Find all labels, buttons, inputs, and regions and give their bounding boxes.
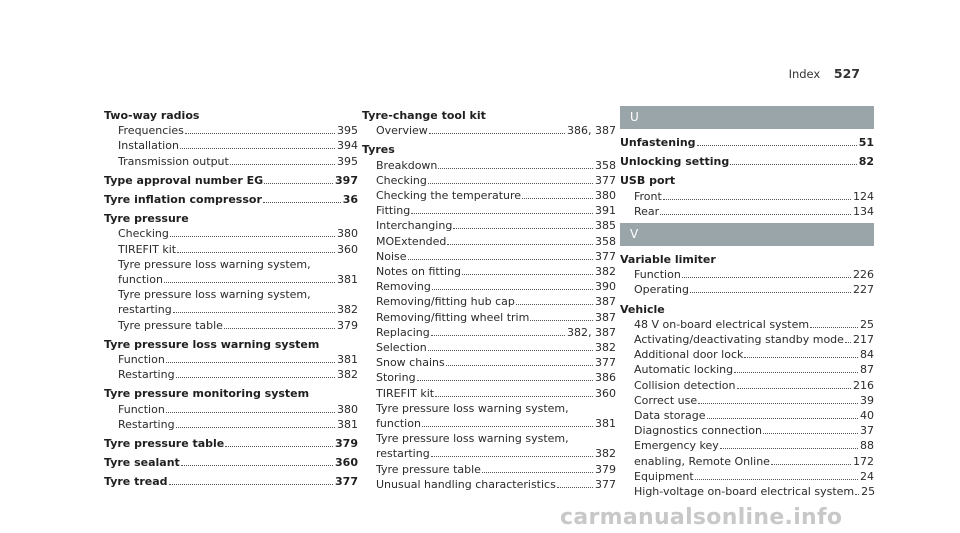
dot-leader (771, 464, 851, 465)
page-ref: 84 (860, 348, 874, 362)
index-heading (104, 455, 358, 470)
entry-text: Type approval number EG (104, 173, 264, 187)
index-heading: Tyre pressure (104, 212, 189, 226)
dot-leader (516, 304, 593, 305)
page-ref: 172 (853, 454, 874, 468)
dot-leader (744, 357, 858, 358)
dot-leader (447, 244, 593, 245)
dot-leader (164, 282, 335, 283)
index-subentry (104, 272, 358, 287)
index-subentry (620, 362, 874, 377)
dot-leader (263, 202, 341, 203)
index-subentry (104, 154, 358, 169)
index-subentry (362, 446, 616, 461)
index-subentry (362, 123, 616, 138)
entry-text: Activating/deactivating standby mode (634, 333, 844, 347)
entry-text: enabling, Remote Online (634, 454, 770, 468)
index-subentry (362, 462, 616, 477)
page-ref: 379 (337, 318, 358, 332)
dot-leader (432, 289, 593, 290)
page-ref: 381 (337, 273, 358, 287)
dot-leader (453, 228, 593, 229)
index-subentry (362, 340, 616, 355)
entry-text: Removing/fitting wheel trim (376, 310, 530, 324)
dot-leader (180, 148, 335, 149)
page-ref: 385 (595, 219, 616, 233)
page-ref: 358 (595, 234, 616, 248)
dot-leader (422, 426, 593, 427)
page-ref: 37 (860, 424, 874, 438)
page-ref: 227 (853, 283, 874, 297)
entry-text: Rear (634, 204, 660, 218)
entry-text: Emergency key (634, 439, 719, 453)
dot-leader (411, 213, 593, 214)
entry-text: restarting (376, 447, 430, 461)
page-ref: 382 (337, 303, 358, 317)
section-letter: V (620, 223, 874, 246)
entry-text: Fitting (376, 204, 411, 218)
dot-leader (428, 183, 593, 184)
dot-leader (697, 145, 857, 146)
entry-text: Tyre pressure loss warning system, (118, 288, 311, 302)
index-subentry (620, 423, 874, 438)
index-heading (620, 154, 874, 169)
page-ref: 377 (335, 475, 358, 489)
page-ref: 358 (595, 158, 616, 172)
dot-leader (230, 164, 335, 165)
index-heading: Two-way radios (104, 109, 200, 122)
page-ref: 395 (337, 124, 358, 138)
page-ref: 394 (337, 139, 358, 153)
entry-text: Restarting (118, 368, 175, 382)
page-ref: 380 (337, 402, 358, 416)
page-ref: 377 (595, 173, 616, 187)
dot-leader (720, 448, 858, 449)
page-ref: 381 (337, 353, 358, 367)
section-letter: U (620, 106, 874, 129)
page-ref: 379 (595, 462, 616, 476)
index-subentry (620, 347, 874, 362)
entry-text: Checking the temperature (376, 189, 522, 203)
index-heading (104, 173, 358, 188)
entry-text: 48 V on-board electrical system (634, 317, 810, 331)
page-ref: 24 (860, 469, 874, 483)
dot-leader (417, 380, 593, 381)
entry-text: Frequencies (118, 124, 184, 138)
entry-text: Tyre sealant (104, 456, 180, 470)
dot-leader (707, 418, 858, 419)
dot-leader (482, 472, 593, 473)
page-ref: 382 (337, 368, 358, 382)
entry-text: Replacing (376, 325, 430, 339)
dot-leader (431, 335, 565, 336)
index-subentry (620, 378, 874, 393)
entry-text: Tyre pressure loss warning system, (376, 432, 569, 446)
entry-text: Removing/fitting hub cap (376, 295, 515, 309)
entry-text: Tyre tread (104, 475, 168, 489)
page-ref: 40 (860, 409, 874, 423)
entry-text: Noise (376, 249, 407, 263)
index-subentry (362, 355, 616, 370)
entry-text: restarting (118, 303, 172, 317)
dot-leader (185, 133, 335, 134)
index-subentry (362, 477, 616, 492)
index-heading: Variable limiter (620, 253, 716, 267)
dot-leader (166, 362, 335, 363)
entry-text: Storing (376, 371, 416, 385)
index-subentry (620, 408, 874, 423)
page-ref: 377 (595, 249, 616, 263)
dot-leader (690, 292, 851, 293)
entry-text: Front (634, 189, 662, 203)
index-subentry (620, 267, 874, 282)
entry-text: Function (118, 402, 165, 416)
index-column-2 (362, 104, 616, 492)
index-subentry (362, 264, 616, 279)
dot-leader (522, 198, 593, 199)
dot-leader (264, 183, 333, 184)
watermark: carmanualsonline.info (560, 505, 843, 530)
entry-text: Transmission output (118, 154, 229, 168)
index-subentry (362, 203, 616, 218)
index-subentry (104, 417, 358, 432)
entry-text: TIREFIT kit (376, 386, 435, 400)
entry-text: Automatic locking (634, 363, 734, 377)
index-heading (104, 436, 358, 451)
dot-leader (698, 403, 858, 404)
page-ref: 36 (342, 193, 358, 207)
entry-text: Restarting (118, 417, 175, 431)
dot-leader (530, 320, 593, 321)
index-subentry (620, 189, 874, 204)
page-ref: 381 (337, 417, 358, 431)
dot-leader (855, 494, 859, 495)
index-subentry (362, 158, 616, 173)
index-subentry (362, 386, 616, 401)
index-heading: USB port (620, 174, 676, 188)
entry-text: Overview (376, 124, 428, 138)
index-subentry (104, 318, 358, 333)
index-subentry (104, 242, 358, 257)
dot-leader (176, 377, 335, 378)
dot-leader (224, 328, 335, 329)
index-column-3 (620, 102, 874, 499)
index-subentry (362, 279, 616, 294)
index-heading: Tyre pressure monitoring system (104, 387, 310, 401)
index-subentry (620, 332, 874, 347)
dot-leader (663, 199, 851, 200)
dot-leader (170, 236, 335, 237)
index-heading: Tyre pressure loss warning system (104, 337, 320, 351)
page-ref: 25 (860, 317, 874, 331)
page-ref: 386 (595, 371, 616, 385)
page-ref: 382 (595, 341, 616, 355)
dot-leader (810, 327, 858, 328)
index-subentry (620, 204, 874, 219)
index-subentry (362, 416, 616, 431)
dot-leader (181, 465, 333, 466)
index-heading (620, 135, 874, 150)
dot-leader (169, 484, 334, 485)
dot-leader (462, 274, 593, 275)
page-ref: 51 (858, 136, 874, 149)
entry-text: Tyre pressure table (104, 437, 225, 451)
dot-leader (730, 164, 856, 165)
entry-text: TIREFIT kit (118, 242, 177, 256)
page-ref: 88 (860, 439, 874, 453)
dot-leader (429, 133, 565, 134)
entry-text: Tyre pressure table (376, 462, 481, 476)
dot-leader (435, 396, 593, 397)
index-subentry (362, 325, 616, 340)
index-heading: Tyres (362, 143, 395, 157)
page-ref: 226 (853, 268, 874, 282)
page-ref: 380 (595, 189, 616, 203)
dot-leader (428, 350, 593, 351)
entry-text: Additional door lock (634, 348, 744, 362)
page-ref: 387 (595, 295, 616, 309)
entry-text: Unfastening (620, 136, 696, 149)
page-ref: 25 (861, 485, 876, 499)
entry-text: Tyre pressure table (118, 318, 223, 332)
index-subentry (104, 138, 358, 153)
entry-text: Function (118, 353, 165, 367)
index-heading (104, 474, 358, 489)
entry-text: Correct use (634, 393, 698, 407)
dot-leader (763, 433, 858, 434)
index-subentry (362, 234, 616, 249)
entry-text: MOExtended (376, 234, 447, 248)
page-ref: 82 (858, 155, 874, 169)
dot-leader (438, 168, 593, 169)
index-subentry (362, 218, 616, 233)
entry-text: Selection (376, 341, 427, 355)
page-ref: 360 (335, 456, 358, 470)
dot-leader (166, 412, 335, 413)
page-ref: 124 (853, 189, 874, 203)
index-subentry (362, 188, 616, 203)
entry-text: Tyre inflation compressor (104, 193, 262, 207)
page-number: 527 (833, 66, 860, 81)
dot-leader (557, 487, 593, 488)
page-ref: 217 (853, 333, 874, 347)
entry-text: Operating (634, 283, 689, 297)
entry-text: function (118, 273, 163, 287)
page-ref: 390 (595, 280, 616, 294)
index-subentry (104, 302, 358, 317)
dot-leader (660, 214, 851, 215)
index-subentry (620, 393, 874, 408)
entry-text: Tyre pressure loss warning system, (118, 257, 311, 271)
page-ref: 87 (860, 363, 874, 377)
entry-text: Function (634, 268, 681, 282)
page-ref: 382, 387 (567, 325, 616, 339)
entry-text: Notes on fitting (376, 265, 462, 279)
index-subentry (620, 484, 874, 499)
index-subentry (620, 438, 874, 453)
index-subentry (362, 173, 616, 188)
page-ref: 395 (337, 154, 358, 168)
entry-text: Snow chains (376, 356, 445, 370)
page-ref: 360 (337, 242, 358, 256)
entry-text: High-voltage on-board electrical system (634, 485, 855, 499)
page-ref: 397 (335, 173, 358, 187)
index-subentry (362, 310, 616, 325)
entry-text: Installation (118, 139, 179, 153)
dot-leader (446, 365, 593, 366)
dot-leader (408, 259, 593, 260)
page-ref: 379 (335, 437, 358, 451)
entry-text: Breakdown (376, 158, 438, 172)
index-subentry (104, 226, 358, 241)
index-heading: Vehicle (620, 302, 665, 316)
page-ref: 216 (853, 378, 874, 392)
page-ref: 382 (595, 447, 616, 461)
header-label: Index (788, 67, 821, 81)
page-ref: 377 (595, 356, 616, 370)
index-subentry (104, 367, 358, 382)
index-subentry (620, 469, 874, 484)
entry-text: Equipment (634, 469, 694, 483)
index-subentry (620, 317, 874, 332)
index-column-1 (104, 104, 358, 490)
index-subentry (104, 352, 358, 367)
entry-text: Tyre pressure loss warning system, (376, 401, 569, 415)
entry-text: Collision detection (634, 378, 736, 392)
index-subentry (362, 294, 616, 309)
page-ref: 134 (853, 204, 874, 218)
page-ref: 380 (337, 227, 358, 241)
page-ref: 387 (595, 310, 616, 324)
page-ref: 360 (595, 386, 616, 400)
index-subentry (620, 282, 874, 297)
entry-text: Unlocking setting (620, 155, 730, 169)
page-ref: 386, 387 (567, 124, 616, 138)
entry-text: Checking (376, 173, 427, 187)
entry-text: Unusual handling characteristics (376, 477, 556, 491)
index-subentry (620, 454, 874, 469)
page-ref: 381 (595, 417, 616, 431)
dot-leader (176, 427, 335, 428)
page-ref: 391 (595, 204, 616, 218)
dot-leader (845, 342, 851, 343)
dot-leader (734, 372, 858, 373)
dot-leader (682, 277, 851, 278)
entry-text: Diagnostics connection (634, 424, 762, 438)
entry-text: Removing (376, 280, 431, 294)
page-ref: 382 (595, 265, 616, 279)
entry-text: function (376, 417, 421, 431)
entry-text: Checking (118, 227, 169, 241)
page-header (789, 66, 860, 81)
dot-leader (431, 456, 593, 457)
entry-text: Interchanging (376, 219, 453, 233)
index-subentry (362, 249, 616, 264)
index-heading: Tyre-change tool kit (362, 109, 486, 122)
index-subentry (104, 123, 358, 138)
index-subentry (104, 402, 358, 417)
page-ref: 377 (595, 477, 616, 491)
dot-leader (695, 479, 858, 480)
dot-leader (173, 312, 335, 313)
dot-leader (737, 388, 851, 389)
entry-text: Data storage (634, 409, 706, 423)
index-subentry (362, 370, 616, 385)
dot-leader (225, 446, 333, 447)
page-ref: 39 (860, 393, 874, 407)
dot-leader (177, 252, 335, 253)
index-heading (104, 192, 358, 207)
